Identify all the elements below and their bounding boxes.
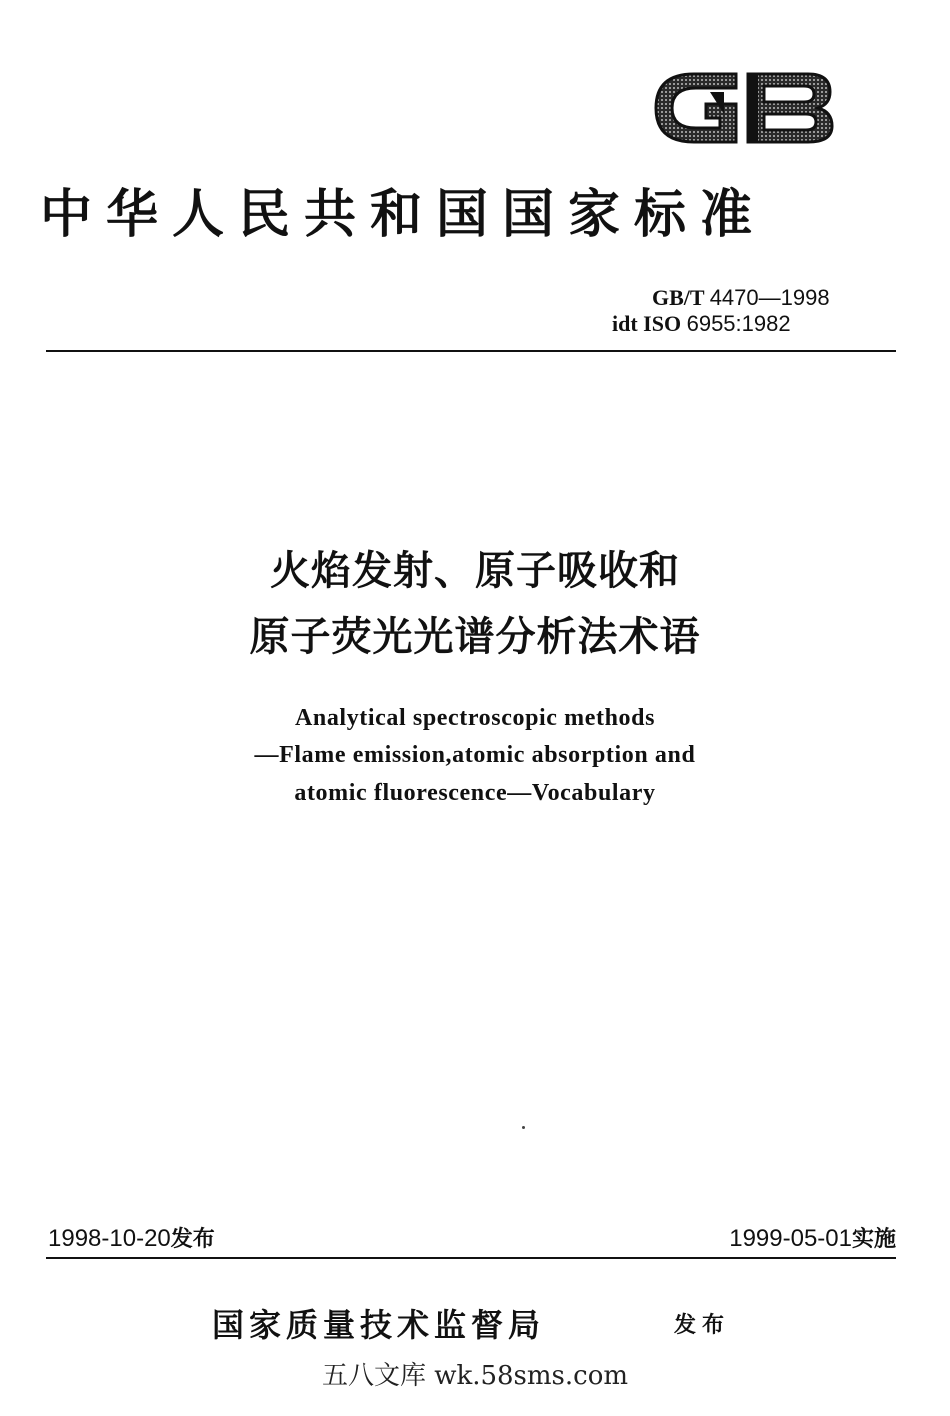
issue-date-label: 发布	[170, 1227, 215, 1252]
standard-header-title: 中华人民共和国国家标准	[40, 184, 767, 245]
publisher-label: 发布	[674, 1313, 731, 1338]
standard-code-number: 4470—1998	[709, 285, 830, 310]
implementation-date-value: 1999-05-01	[729, 1225, 852, 1252]
top-divider	[46, 350, 896, 352]
idt-reference	[612, 311, 791, 337]
implementation-date	[729, 1222, 896, 1257]
english-title-line-2: —Flame emission,atomic absorption and	[254, 742, 696, 768]
idt-prefix: idt ISO	[612, 311, 682, 336]
gb-logo	[648, 62, 838, 154]
english-title-line-1: Analytical spectroscopic methods	[294, 705, 656, 731]
english-title-line-3: atomic fluorescence—Vocabulary	[294, 780, 656, 806]
publisher-name: 国家质量技术监督局	[212, 1306, 546, 1344]
bottom-divider	[46, 1257, 896, 1259]
issue-date	[48, 1222, 215, 1257]
idt-number: 6955:1982	[686, 311, 791, 336]
site-watermark: 五八文库 wk.58sms.com	[321, 1361, 629, 1391]
standard-number	[652, 285, 830, 311]
chinese-title-line-1: 火焰发射、原子吸收和	[270, 548, 680, 594]
issue-date-value: 1998-10-20	[48, 1225, 171, 1252]
gb-logo-graphic	[648, 62, 838, 154]
standard-code-prefix: GB/T	[652, 285, 705, 310]
scan-speck	[522, 1126, 525, 1129]
chinese-title-line-2: 原子荧光光谱分析法术语	[249, 614, 701, 660]
implementation-date-label: 实施	[851, 1227, 896, 1252]
